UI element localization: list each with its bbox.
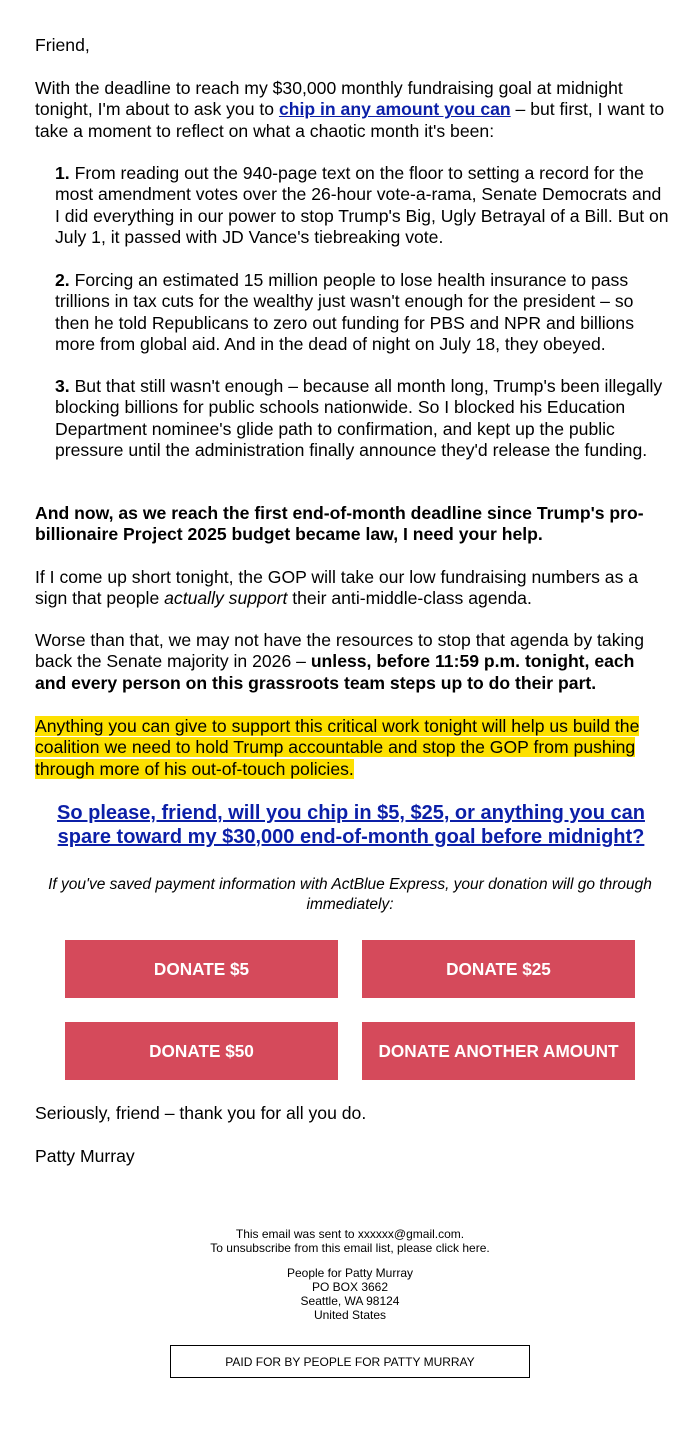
paid-for-box: [170, 1345, 530, 1378]
list-item-number: 1.: [55, 163, 70, 183]
list-item: [55, 376, 670, 462]
ask-heading: [35, 801, 667, 849]
unsubscribe-link[interactable]: To unsubscribe from this email list, please click here.: [210, 1241, 490, 1255]
list-item-text: Forcing an estimated 15 million people to lose health insurance to pass trillions in tax cuts for the wealthy just wasn't enough for the president – so then he told Republicans to zero out funding for PBS and NPR and billions more from global aid. And in the dead of night on July 18, they obeyed.: [55, 270, 635, 355]
ask-link[interactable]: So please, friend, will you chip in $5, $25, or anything you can spare toward my $30,000 end-of-month goal before midnight?: [57, 802, 645, 848]
intro-text-after: – but first, I want to take a moment to reflect on what a chaotic month it's been:: [35, 99, 665, 141]
donate-5-button[interactable]: DONATE $5: [65, 940, 338, 998]
actblue-note: If you've saved payment information with ActBlue Express, your donation will go through immediately:: [48, 876, 652, 913]
address-line: United States: [313, 1308, 387, 1322]
worse-text-before: Worse than that, we may not have the resources to stop that agenda by taking back the Senate majority in 2026 –: [35, 630, 644, 672]
address-line: People for Patty Murray: [286, 1266, 414, 1280]
donate-25-button[interactable]: DONATE $25: [362, 940, 635, 998]
shortfall-text-before: If I come up short tonight, the GOP will take our low fundraising numbers as a sign that people: [35, 567, 639, 609]
donate-50-button[interactable]: DONATE $50: [65, 1022, 338, 1080]
greeting: Friend,: [35, 35, 90, 55]
signature: Patty Murray: [35, 1146, 135, 1166]
thanks-text: Seriously, friend – thank you for all you do.: [35, 1103, 367, 1123]
address-line: PO BOX 3662: [311, 1280, 389, 1294]
intro-paragraph: [35, 78, 667, 142]
worse-text-bold: unless, before 11:59 p.m. tonight, each and every person on this grassroots team steps up to do their part.: [35, 651, 635, 693]
chip-in-link[interactable]: chip in any amount you can: [278, 99, 511, 120]
highlight-text: Anything you can give to support this critical work tonight will help us build the coalition we need to hold Trump accountable and stop the GOP from pushing through more of his out-of-touch policies.: [35, 716, 640, 779]
list-item-number: 3.: [55, 376, 70, 396]
sent-to-text: This email was sent to xxxxxx@gmail.com.: [235, 1227, 465, 1241]
list-item: [55, 270, 670, 356]
list-item-text: From reading out the 940-page text on the floor to setting a record for the most amendment votes over the 26-hour vote-a-rama, Senate Democrats and I did everything in our power to stop Trump's Big, Ugly Betrayal of a Bill. But on July 1, it passed with JD Vance's tiebreaking vote.: [55, 163, 669, 248]
shortfall-text-after: their anti-middle-class agenda.: [287, 588, 532, 609]
shortfall-italic: actually support: [164, 588, 288, 609]
bold-paragraph: And now, as we reach the first end-of-month deadline since Trump's pro-billionaire Project 2025 budget became law, I need your help.: [35, 503, 644, 545]
shortfall-paragraph: [35, 567, 667, 610]
list-item-number: 2.: [55, 270, 70, 290]
highlight-paragraph: [35, 716, 667, 780]
worse-paragraph: [35, 630, 667, 694]
list-item: [55, 163, 670, 249]
address-line: Seattle, WA 98124: [300, 1294, 400, 1308]
donate-other-button[interactable]: DONATE ANOTHER AMOUNT: [362, 1022, 635, 1080]
list-item-text: But that still wasn't enough – because all month long, Trump's been illegally blocking billions for public schools nationwide. So I blocked his Education Department nominee's glide path to confirmation, and kept up the public pressure until the administration finally announce they'd release the funding.: [55, 376, 663, 461]
paid-for-text: PAID FOR BY PEOPLE FOR PATTY MURRAY: [225, 1354, 475, 1369]
intro-text-before: With the deadline to reach my $30,000 monthly fundraising goal at midnight tonight, I'm about to ask you to: [35, 78, 623, 120]
